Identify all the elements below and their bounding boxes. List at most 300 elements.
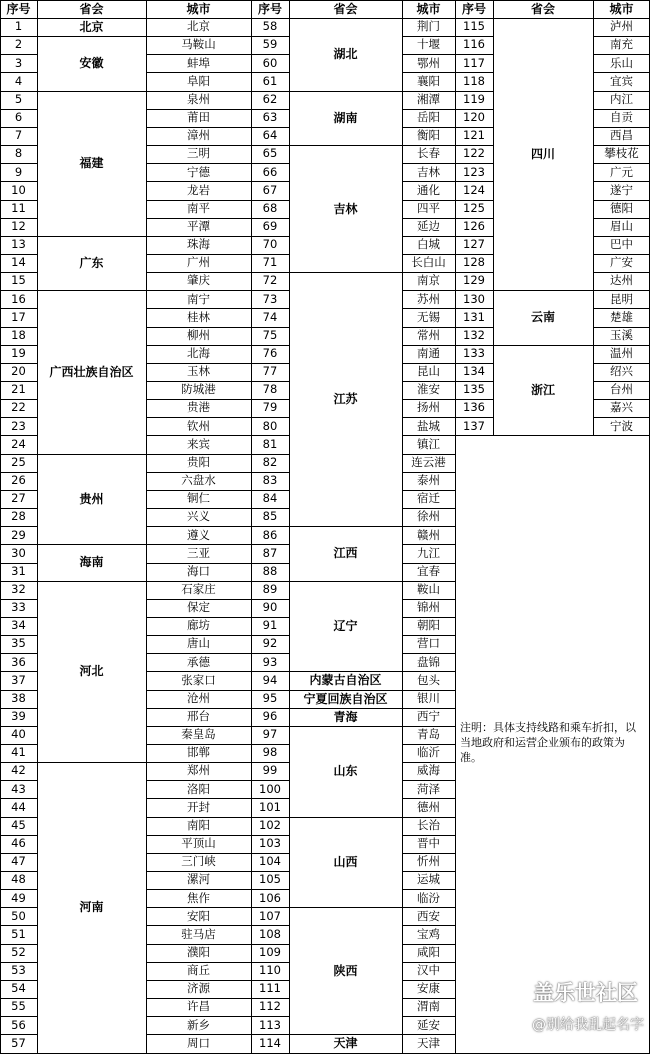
- grid-line-h: [0, 399, 38, 400]
- row-number: 85: [262, 509, 278, 524]
- grid-line-h: [0, 236, 38, 237]
- row-number: 47: [11, 854, 26, 869]
- grid-line-h: [251, 653, 290, 654]
- grid-line-h: [455, 181, 494, 182]
- city-cell: 镇江: [417, 436, 440, 451]
- grid-line-h: [0, 345, 38, 346]
- row-number: 126: [463, 218, 485, 233]
- row-number: 65: [262, 146, 278, 161]
- row-number: 137: [463, 418, 485, 433]
- row-number: 17: [11, 309, 26, 324]
- city-cell: 绍兴: [610, 364, 633, 379]
- grid-line-h: [146, 780, 252, 781]
- row-number: 27: [11, 491, 26, 506]
- row-number: 86: [262, 527, 278, 542]
- city-cell: 安康: [417, 981, 440, 996]
- row-number: 7: [14, 128, 23, 143]
- city-cell: 宜春: [417, 563, 440, 578]
- city-cell: 玉溪: [610, 327, 633, 342]
- grid-line-h: [593, 327, 650, 328]
- row-number: 31: [11, 563, 26, 578]
- grid-line-h: [146, 871, 252, 872]
- grid-line-h: [402, 563, 456, 564]
- row-number: 45: [11, 817, 26, 832]
- grid-line-h: [0, 962, 38, 963]
- grid-line-h: [289, 708, 403, 709]
- row-number: 18: [11, 327, 26, 342]
- grid-line-h: [593, 236, 650, 237]
- row-number: 122: [463, 146, 485, 161]
- grid-line-h: [402, 36, 456, 37]
- grid-line-h: [146, 72, 252, 73]
- grid-line-h: [37, 454, 147, 455]
- city-cell: 广安: [610, 255, 633, 270]
- city-cell: 南阳: [187, 817, 210, 832]
- grid-line-h: [0, 653, 38, 654]
- city-cell: 延安: [417, 1017, 440, 1032]
- row-number: 101: [259, 799, 281, 814]
- grid-line-h: [0, 798, 38, 799]
- province-cell: 山西: [333, 854, 358, 869]
- grid-line-h: [0, 363, 38, 364]
- city-cell: 营口: [417, 636, 440, 651]
- grid-line-h: [0, 472, 38, 473]
- grid-line-h: [251, 581, 290, 582]
- city-cell: 长治: [417, 817, 440, 832]
- grid-line-h: [251, 72, 290, 73]
- grid-line-h: [402, 218, 456, 219]
- grid-line-h: [289, 91, 403, 92]
- grid-line-h: [251, 563, 290, 564]
- grid-line-h: [146, 980, 252, 981]
- row-number: 68: [262, 200, 278, 215]
- row-number: 54: [11, 981, 26, 996]
- grid-line-h: [0, 635, 38, 636]
- city-cell: 白城: [417, 237, 440, 252]
- header-city-1: 城市: [186, 2, 211, 16]
- row-number: 104: [259, 854, 281, 869]
- grid-line-h: [0, 726, 38, 727]
- grid-line-h: [251, 91, 290, 92]
- city-cell: 西昌: [610, 128, 633, 143]
- grid-line-h: [0, 435, 38, 436]
- grid-line-h: [455, 435, 650, 436]
- grid-line-h: [289, 1034, 403, 1035]
- grid-line-h: [0, 254, 38, 255]
- row-number: 16: [11, 291, 26, 306]
- city-cell: 晋中: [417, 836, 440, 851]
- grid-line-h: [146, 653, 252, 654]
- city-cell: 乐山: [610, 55, 633, 70]
- grid-line-h: [593, 163, 650, 164]
- grid-line-v: [455, 0, 456, 436]
- row-number: 79: [262, 400, 278, 415]
- row-number: 41: [11, 745, 26, 760]
- grid-line-h: [0, 617, 38, 618]
- city-cell: 温州: [610, 346, 633, 360]
- grid-line-h: [146, 472, 252, 473]
- header-province-1: 省会: [79, 2, 104, 16]
- grid-line-h: [593, 345, 650, 346]
- city-cell: 昆明: [610, 291, 633, 306]
- grid-line-h: [146, 417, 252, 418]
- city-cell: 铜仁: [187, 491, 210, 506]
- grid-line-h: [251, 417, 290, 418]
- header-province-2: 省会: [333, 2, 358, 16]
- header-no-3: 序号: [461, 2, 486, 16]
- grid-line-h: [251, 109, 290, 110]
- grid-line-h: [251, 345, 290, 346]
- city-cell: 珠海: [187, 237, 210, 252]
- grid-line-h: [455, 109, 494, 110]
- grid-line-h: [593, 272, 650, 273]
- grid-line-h: [0, 218, 38, 219]
- city-cell: 南京: [417, 273, 440, 288]
- grid-line-h: [146, 36, 252, 37]
- city-cell: 青岛: [417, 727, 440, 742]
- row-number: 10: [11, 182, 26, 197]
- grid-line-h: [402, 417, 456, 418]
- grid-line-h: [251, 690, 290, 691]
- row-number: 125: [463, 200, 485, 215]
- grid-line-h: [251, 290, 290, 291]
- row-number: 25: [11, 454, 26, 469]
- grid-line-h: [402, 345, 456, 346]
- grid-line-h: [251, 617, 290, 618]
- row-number: 74: [262, 309, 278, 324]
- row-number: 66: [262, 164, 278, 179]
- row-number: 69: [262, 218, 278, 233]
- city-cell: 攀枝花: [604, 146, 639, 161]
- row-number: 119: [463, 91, 485, 106]
- grid-line-h: [402, 708, 456, 709]
- row-number: 94: [262, 672, 278, 687]
- grid-line-h: [0, 181, 38, 182]
- city-cell: 威海: [417, 763, 440, 778]
- grid-line-h: [146, 435, 252, 436]
- city-cell: 岳阳: [417, 110, 440, 125]
- row-number: 67: [262, 182, 278, 197]
- grid-line-h: [146, 272, 252, 273]
- city-cell: 临沂: [417, 745, 440, 760]
- city-cell: 海口: [187, 563, 210, 578]
- province-cell: 内蒙古自治区: [309, 673, 382, 688]
- grid-line-h: [402, 835, 456, 836]
- row-number: 102: [259, 817, 281, 832]
- grid-line-h: [289, 907, 403, 908]
- grid-line-h: [251, 871, 290, 872]
- city-cell: 西安: [417, 908, 440, 923]
- grid-line-h: [402, 798, 456, 799]
- row-number: 12: [11, 218, 26, 233]
- grid-line-h: [0, 907, 38, 908]
- row-number: 48: [11, 872, 26, 887]
- grid-line-h: [146, 962, 252, 963]
- province-cell: 湖北: [333, 47, 358, 62]
- grid-line-h: [593, 200, 650, 201]
- grid-line-h: [493, 290, 594, 291]
- row-number: 42: [11, 763, 26, 778]
- grid-line-h: [0, 817, 38, 818]
- grid-line-h: [0, 744, 38, 745]
- grid-line-h: [251, 381, 290, 382]
- row-number: 70: [262, 237, 278, 252]
- city-cell: 延边: [417, 218, 440, 233]
- grid-line-h: [146, 218, 252, 219]
- grid-line-h: [289, 726, 403, 727]
- grid-line-h: [402, 127, 456, 128]
- grid-line-h: [402, 327, 456, 328]
- province-cell: 广西壮族自治区: [49, 364, 134, 379]
- grid-line-v: [402, 0, 403, 1054]
- row-number: 124: [463, 182, 485, 197]
- city-cell: 贵阳: [187, 454, 210, 469]
- city-cell: 汉中: [417, 963, 440, 978]
- grid-line-h: [593, 145, 650, 146]
- grid-line-h: [251, 508, 290, 509]
- row-number: 34: [11, 618, 26, 633]
- city-cell: 邢台: [187, 709, 210, 723]
- province-cell: 天津: [333, 1036, 358, 1051]
- city-cell: 肇庆: [187, 273, 210, 288]
- row-number: 22: [11, 400, 26, 415]
- row-number: 50: [11, 908, 26, 923]
- grid-line-h: [0, 490, 38, 491]
- grid-line-v: [593, 0, 594, 436]
- city-cell: 泸州: [610, 19, 633, 34]
- grid-line-h: [251, 127, 290, 128]
- row-number: 100: [259, 781, 281, 796]
- grid-line-h: [251, 54, 290, 55]
- grid-line-h: [0, 200, 38, 201]
- row-number: 87: [262, 545, 278, 560]
- city-cell: 邯郸: [187, 745, 210, 760]
- city-cell: 西宁: [417, 709, 440, 723]
- row-number: 80: [262, 418, 278, 433]
- province-cell: 贵州: [79, 491, 104, 506]
- row-number: 76: [262, 346, 278, 360]
- row-number: 28: [11, 509, 26, 524]
- grid-line-h: [0, 671, 38, 672]
- grid-line-v: [493, 0, 494, 436]
- row-number: 23: [11, 418, 26, 433]
- grid-line-h: [146, 109, 252, 110]
- row-number: 73: [262, 291, 278, 306]
- grid-line-h: [402, 490, 456, 491]
- city-cell: 漳州: [187, 128, 210, 143]
- header-no-1: 序号: [6, 2, 31, 16]
- province-cell: 浙江: [530, 383, 555, 398]
- city-cell: 许昌: [187, 999, 210, 1014]
- row-number: 95: [262, 690, 278, 705]
- grid-line-h: [455, 399, 494, 400]
- grid-line-h: [146, 127, 252, 128]
- grid-line-h: [0, 1016, 38, 1017]
- city-cell: 沧州: [187, 690, 210, 705]
- city-cell: 德州: [417, 799, 440, 814]
- grid-line-h: [0, 272, 38, 273]
- row-number: 88: [262, 563, 278, 578]
- grid-line-h: [402, 272, 456, 273]
- city-cell: 泉州: [187, 91, 210, 106]
- grid-line-h: [402, 581, 456, 582]
- province-cell: 广东: [79, 256, 104, 271]
- city-cell: 银川: [417, 690, 440, 705]
- row-number: 14: [11, 255, 26, 270]
- grid-line-h: [0, 563, 38, 564]
- grid-line-h: [402, 544, 456, 545]
- grid-line-h: [37, 290, 147, 291]
- city-cell: 秦皇岛: [181, 727, 216, 742]
- grid-line-h: [146, 399, 252, 400]
- grid-line-h: [37, 236, 147, 237]
- grid-line-h: [146, 290, 252, 291]
- row-number: 63: [262, 110, 278, 125]
- row-number: 106: [259, 890, 281, 905]
- grid-line-h: [402, 907, 456, 908]
- watermark-title: 盖乐世社区: [533, 981, 638, 1005]
- grid-line-h: [251, 853, 290, 854]
- grid-line-h: [402, 109, 456, 110]
- grid-line-h: [37, 762, 147, 763]
- city-cell: 通化: [417, 182, 440, 197]
- grid-line-v: [0, 0, 1, 1054]
- grid-line-h: [402, 780, 456, 781]
- grid-line-h: [0, 526, 38, 527]
- grid-line-h: [251, 962, 290, 963]
- row-number: 128: [463, 255, 485, 270]
- row-number: 20: [11, 364, 26, 379]
- grid-line-h: [251, 798, 290, 799]
- grid-line-h: [146, 690, 252, 691]
- grid-line-h: [146, 163, 252, 164]
- grid-line-h: [402, 635, 456, 636]
- grid-line-h: [251, 925, 290, 926]
- row-number: 84: [262, 491, 278, 506]
- grid-line-h: [0, 998, 38, 999]
- row-number: 11: [11, 200, 26, 215]
- grid-line-h: [0, 1034, 38, 1035]
- city-cell: 九江: [417, 545, 440, 560]
- row-number: 51: [11, 926, 26, 941]
- grid-line-h: [402, 871, 456, 872]
- row-number: 44: [11, 799, 26, 814]
- grid-line-h: [146, 254, 252, 255]
- city-cell: 南充: [610, 37, 633, 52]
- row-number: 43: [11, 781, 26, 796]
- row-number: 89: [262, 581, 278, 596]
- grid-line-h: [402, 653, 456, 654]
- city-cell: 安阳: [187, 908, 210, 923]
- grid-line-h: [0, 508, 38, 509]
- row-number: 40: [11, 727, 26, 742]
- row-number: 114: [259, 1035, 281, 1050]
- grid-line-h: [0, 290, 38, 291]
- grid-line-h: [0, 327, 38, 328]
- grid-line-h: [146, 381, 252, 382]
- grid-line-h: [251, 435, 290, 436]
- grid-line-h: [146, 363, 252, 364]
- grid-line-h: [402, 72, 456, 73]
- grid-line-h: [455, 236, 494, 237]
- city-cell: 盐城: [417, 418, 440, 433]
- row-number: 97: [262, 727, 278, 742]
- row-number: 123: [463, 164, 485, 179]
- grid-line-h: [402, 91, 456, 92]
- grid-line-h: [251, 399, 290, 400]
- grid-line-h: [593, 290, 650, 291]
- city-cell: 驻马店: [181, 926, 216, 941]
- city-cell: 忻州: [417, 854, 440, 869]
- row-number: 78: [262, 382, 278, 397]
- grid-line-h: [0, 780, 38, 781]
- city-cell: 楚雄: [610, 309, 633, 324]
- note-text: 注明：具体支持线路和乘车折扣，以当地政府和运营企业颁布的政策为准。: [460, 721, 636, 764]
- grid-line-h: [251, 1034, 290, 1035]
- row-number: 57: [11, 1035, 26, 1050]
- grid-line-v: [289, 0, 290, 1054]
- grid-line-h: [455, 91, 494, 92]
- grid-line-h: [146, 1016, 252, 1017]
- grid-line-h: [593, 127, 650, 128]
- grid-line-h: [402, 762, 456, 763]
- grid-line-h: [146, 798, 252, 799]
- row-number: 38: [11, 690, 26, 705]
- grid-line-h: [251, 236, 290, 237]
- row-number: 134: [463, 364, 485, 379]
- province-cell: 陕西: [333, 963, 358, 978]
- grid-line-h: [146, 508, 252, 509]
- city-cell: 南通: [417, 346, 440, 360]
- grid-line-h: [146, 907, 252, 908]
- grid-line-h: [402, 308, 456, 309]
- city-cell: 盘锦: [417, 654, 440, 669]
- grid-line-h: [251, 254, 290, 255]
- grid-line-h: [402, 254, 456, 255]
- city-cell: 达州: [610, 273, 633, 288]
- city-cell: 兴义: [187, 509, 210, 524]
- city-cell: 宁波: [610, 418, 633, 433]
- grid-line-h: [455, 54, 494, 55]
- grid-line-h: [493, 345, 594, 346]
- city-cell: 廊坊: [187, 618, 210, 633]
- grid-line-h: [593, 72, 650, 73]
- grid-line-h: [146, 762, 252, 763]
- grid-line-h: [0, 381, 38, 382]
- grid-line-h: [0, 599, 38, 600]
- city-cell: 宁德: [187, 164, 210, 179]
- city-cell: 襄阳: [417, 73, 440, 88]
- grid-line-h: [251, 218, 290, 219]
- grid-line-h: [0, 109, 38, 110]
- grid-line-h: [146, 54, 252, 55]
- row-number: 56: [11, 1017, 26, 1032]
- grid-line-h: [37, 581, 147, 582]
- city-cell: 眉山: [610, 218, 633, 233]
- grid-line-h: [289, 817, 403, 818]
- city-cell: 鄂州: [417, 55, 440, 70]
- grid-line-h: [402, 925, 456, 926]
- row-number: 116: [463, 37, 485, 52]
- grid-line-h: [593, 181, 650, 182]
- province-cell: 河北: [79, 664, 104, 679]
- grid-line-h: [0, 145, 38, 146]
- city-cell: 自贡: [610, 110, 633, 125]
- city-cell: 柳州: [187, 327, 210, 342]
- grid-line-h: [402, 853, 456, 854]
- grid-line-h: [251, 36, 290, 37]
- grid-line-h: [146, 490, 252, 491]
